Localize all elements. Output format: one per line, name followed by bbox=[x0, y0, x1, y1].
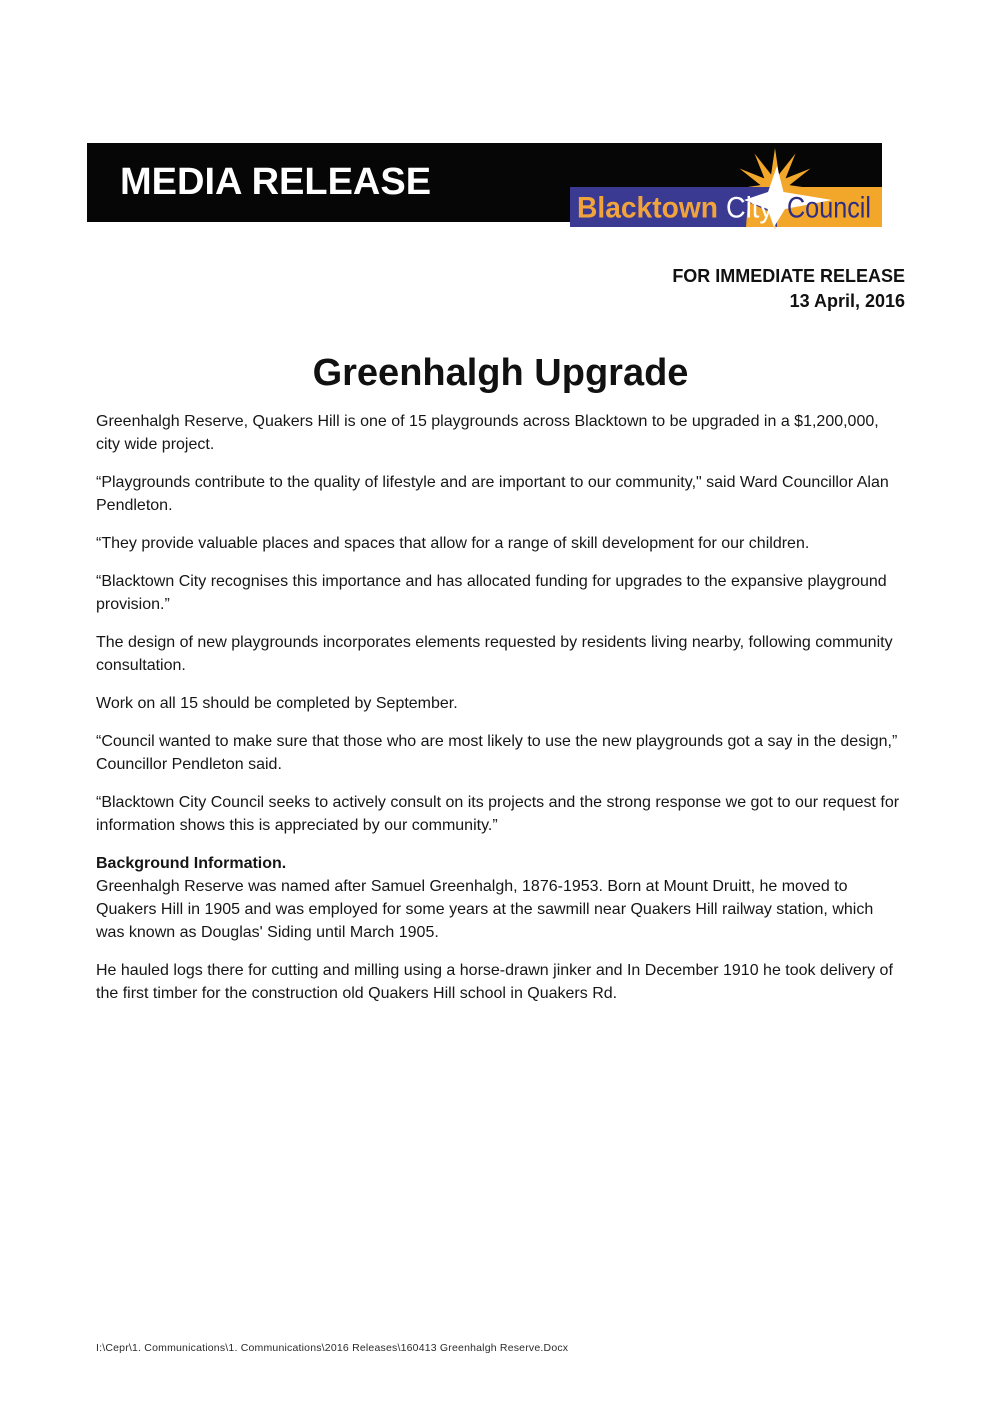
banner-title: MEDIA RELEASE bbox=[120, 161, 432, 203]
paragraph: Work on all 15 should be completed by September. bbox=[96, 695, 458, 712]
paragraph: “They provide valuable places and spaces that allow for a range of skill development for our children. bbox=[96, 535, 810, 552]
paragraph: “Council wanted to make sure that those who are most likely to use the new playgrounds got a say in the design,” Councillor Pendleton said. bbox=[96, 733, 898, 773]
paragraph: “Blacktown City Council seeks to actively consult on its projects and the strong response we got to our request for information shows this is appreciated by our community.” bbox=[96, 794, 900, 834]
background-section bbox=[96, 852, 905, 944]
document-body bbox=[96, 410, 905, 1020]
background-text: Greenhalgh Reserve was named after Samuel Greenhalgh, 1876-1953. Born at Mount Druitt, he moved to Quakers Hill in 1905 and was employed for some years at the sawmill near Quakers Hill railway station, which was known as Douglas' Siding until March 1905. bbox=[96, 878, 874, 941]
closing-paragraph: He hauled logs there for cutting and milling using a horse-drawn jinker and In December 1910 he took delivery of the first timber for the construction old Quakers Hill school in Quakers Rd. bbox=[96, 962, 893, 1002]
background-heading: Background Information. bbox=[96, 855, 287, 872]
paragraph: “Playgrounds contribute to the quality of lifestyle and are important to our community," said Ward Councillor Alan Pendleton. bbox=[96, 474, 889, 514]
paragraph: Greenhalgh Reserve, Quakers Hill is one of 15 playgrounds across Blacktown to be upgraded in a $1,200,000, city wide project. bbox=[96, 413, 879, 453]
logo-word-council: Council bbox=[787, 191, 871, 225]
release-info-line: FOR IMMEDIATE RELEASE bbox=[672, 266, 905, 286]
logo-word-city: City bbox=[726, 191, 773, 225]
logo-word-blacktown: Blacktown bbox=[577, 191, 718, 225]
page-title: Greenhalgh Upgrade bbox=[312, 352, 689, 394]
paragraph: The design of new playgrounds incorporates elements requested by residents living nearby, following community consultation. bbox=[96, 634, 893, 674]
footer-file-path: I:\Cepr\1. Communications\1. Communications\2016 Releases\160413 Greenhalgh Reserve.Docx bbox=[96, 1342, 569, 1354]
paragraph: “Blacktown City recognises this importance and has allocated funding for upgrades to the expansive playground provision.” bbox=[96, 573, 887, 613]
header-banner bbox=[87, 143, 882, 225]
release-info bbox=[96, 264, 905, 314]
release-date: 13 April, 2016 bbox=[789, 291, 905, 311]
blacktown-city-council-logo bbox=[570, 148, 882, 238]
